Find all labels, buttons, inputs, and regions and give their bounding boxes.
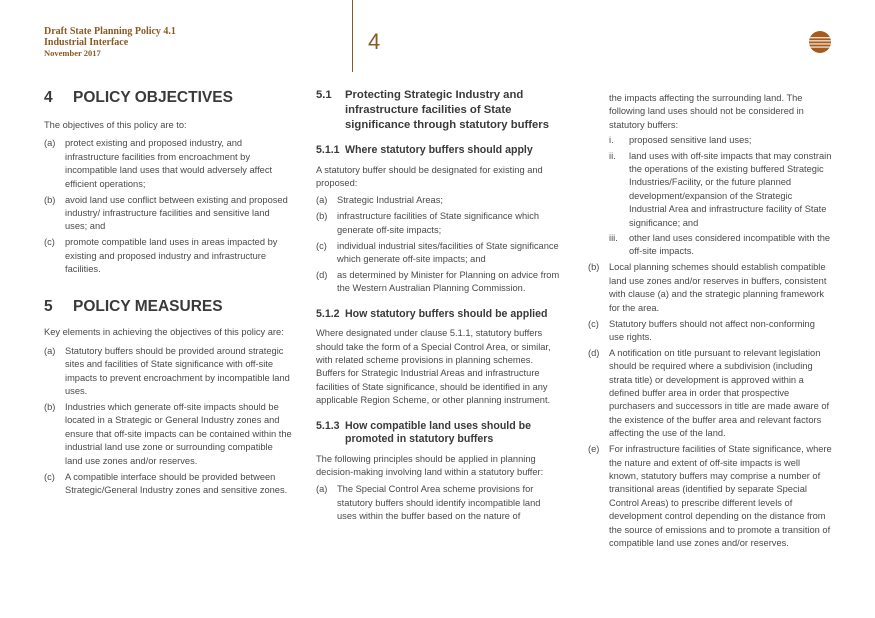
list-text: as determined by Minister for Planning on advice from the Western Australian Planning Commission. <box>337 269 560 294</box>
column-middle <box>316 88 562 524</box>
list-item <box>44 471 292 498</box>
section-title: Protecting Strategic Industry and infrastructure facilities of State significance through statutory buffers <box>345 89 549 131</box>
sub-list-label: i. <box>609 135 614 146</box>
list-item <box>44 194 292 234</box>
list-text: Statutory buffers should be provided around strategic sites and facilities of State significance with off-site impacts to prevent encroachment by incompatible land uses. <box>65 345 290 397</box>
section-5-1-3-list-continued <box>588 92 832 550</box>
list-label: (a) <box>316 484 328 495</box>
list-item <box>588 92 832 259</box>
sub-list-text: proposed sensitive land uses; <box>629 135 752 146</box>
header-date: November 2017 <box>44 48 101 58</box>
sub-list-text: other land uses considered incompatible with the off-site impacts. <box>629 233 831 257</box>
section-number: 5.1.2 <box>316 307 340 320</box>
list-item <box>44 401 292 468</box>
header-title: Draft State Planning Policy 4.1 <box>44 26 176 37</box>
list-label: (b) <box>316 211 328 222</box>
list-item <box>316 210 562 237</box>
list-label: (a) <box>316 195 328 206</box>
document-header <box>44 26 244 59</box>
list-item <box>588 347 832 441</box>
list-text: Industries which generate off-site impacts should be located in a Strategic or General Industry zones and ensure that off-site impacts can be contained within the industrial land use zone or surrounding compatible land use zones and/or reserves. <box>65 402 292 466</box>
sub-list-item <box>609 150 832 230</box>
list-text: For infrastructure facilities of State significance, where the nature and extent of off-site impacts is well known, statutory buffers may comprise a number of transitional areas (identified by separate Special Control Areas) to prescribe different levels of development control depending on the distance from the source of emissions and to promote a transition of compatible land use zones and/or reserves. <box>609 444 832 548</box>
header-subtitle: Industrial Interface <box>44 37 129 48</box>
list-item <box>44 137 292 191</box>
list-label: (c) <box>44 471 55 482</box>
section-title: How compatible land uses should be promoted in statutory buffers <box>345 419 532 446</box>
list-text: promote compatible land uses in areas impacted by existing and proposed industry and infrastructure facilities. <box>65 237 278 275</box>
list-label: (c) <box>316 240 327 251</box>
section-4-intro: The objectives of this policy are to: <box>44 120 187 130</box>
list-label: (d) <box>588 347 600 358</box>
list-item <box>44 345 292 399</box>
list-item <box>588 318 832 345</box>
section-title: POLICY MEASURES <box>73 298 223 316</box>
list-item <box>44 236 292 276</box>
list-text: individual industrial sites/facilities of State significance which generate off-site impacts; and <box>337 240 559 264</box>
list-label: (c) <box>44 237 55 248</box>
section-5-intro: Key elements in achieving the objectives of this policy are: <box>44 327 284 338</box>
section-number: 5.1.1 <box>316 144 340 156</box>
section-5-1-1-heading <box>316 144 562 158</box>
list-item <box>316 194 562 207</box>
header-divider <box>352 0 353 72</box>
list-item <box>316 240 562 267</box>
list-text: The Special Control Area scheme provisions for statutory buffers should identify incompatible land uses within the buffer based on the nature of <box>337 484 541 522</box>
page-number: 4 <box>368 29 381 54</box>
list-item <box>316 269 562 296</box>
section-number: 5.1 <box>316 89 332 101</box>
list-item <box>588 261 832 315</box>
list-label: (c) <box>588 318 599 329</box>
sub-list-item <box>609 232 832 259</box>
section-number: 5.1.3 <box>316 419 340 432</box>
list-text: infrastructure facilities of State significance which generate off-site impacts; <box>337 211 540 235</box>
sub-list <box>609 134 832 259</box>
striped-circle-logo-icon <box>809 31 831 53</box>
list-text: protect existing and proposed industry, and infrastructure facilities from encroachment by incompatible land uses that would adversely affect efficient operations; <box>65 138 273 189</box>
sub-list-item <box>609 134 832 147</box>
section-title: Where statutory buffers should apply <box>345 144 533 156</box>
list-label: (d) <box>316 269 328 280</box>
column-left <box>44 88 292 497</box>
section-4-heading <box>44 88 292 108</box>
section-5-1-1-list <box>316 194 562 295</box>
list-text: A compatible interface should be provided between Strategic/General Industry zones and sensitive zones. <box>65 471 288 495</box>
section-5-1-3-list-start <box>316 483 562 523</box>
list-item <box>316 483 562 523</box>
section-number: 5 <box>44 298 53 316</box>
section-5-heading <box>44 297 292 317</box>
list-label: (b) <box>588 262 600 273</box>
section-5-1-1-intro: A statutory buffer should be designated for existing and proposed: <box>316 164 543 188</box>
list-label: (a) <box>44 345 56 356</box>
section-title: POLICY OBJECTIVES <box>73 89 233 106</box>
section-number: 4 <box>44 89 53 106</box>
list-text: A notification on title pursuant to relevant legislation should be required where a subdivision (including strata title) or development is approved within a defined buffer area in order that prospective purchasers and successors in title are made aware of the existence of the buffer area and relevant factors affecting the use of the land. <box>609 347 830 439</box>
section-5-1-2-body: Where designated under clause 5.1.1, statutory buffers should take the form of a Special Control Area, or similar, with related scheme provisions in planning schemes. Buffers for Strategic Industrial Areas and infrastructure facilities of State significance, should be identified in any applicable Region Scheme, or other planning instrument. <box>316 328 551 406</box>
section-4-list <box>44 137 292 276</box>
sub-list-label: ii. <box>609 150 616 161</box>
section-5-1-heading <box>316 88 562 133</box>
sub-list-text: land uses with off-site impacts that may constrain the operations of the existing buffered Strategic Industries/Facility, or the future planned development/expansion of the Strategic Industrial Area and infrastructure facility of State significance; and <box>629 150 832 228</box>
section-5-1-2-heading <box>316 308 562 322</box>
list-label: (b) <box>44 402 56 412</box>
section-title: How statutory buffers should be applied <box>345 307 548 320</box>
column-right <box>588 92 832 550</box>
list-label: (a) <box>44 138 56 149</box>
list-label: (b) <box>44 194 56 205</box>
section-5-1-3-intro: The following principles should be applied in planning decision-making involving land within a statutory buffer: <box>316 453 544 477</box>
list-text: Local planning schemes should establish compatible land use zones and/or reserves in buffers, consistent with clause (a) and the strategic planning framework for the area. <box>609 262 827 313</box>
section-5-1-3-heading <box>316 420 562 447</box>
list-text: Strategic Industrial Areas; <box>337 195 443 206</box>
list-label: (e) <box>588 444 600 455</box>
list-text: Statutory buffers should not affect non-conforming use rights. <box>609 318 815 342</box>
list-item <box>588 443 832 550</box>
section-5-list <box>44 345 292 497</box>
sub-list-label: iii. <box>609 233 618 244</box>
list-text: avoid land use conflict between existing and proposed industry/ infrastructure facilities and sensitive land uses; and <box>65 194 288 232</box>
list-text: the impacts affecting the surrounding land. The following land uses should not be considered in statutory buffers: <box>609 93 804 130</box>
